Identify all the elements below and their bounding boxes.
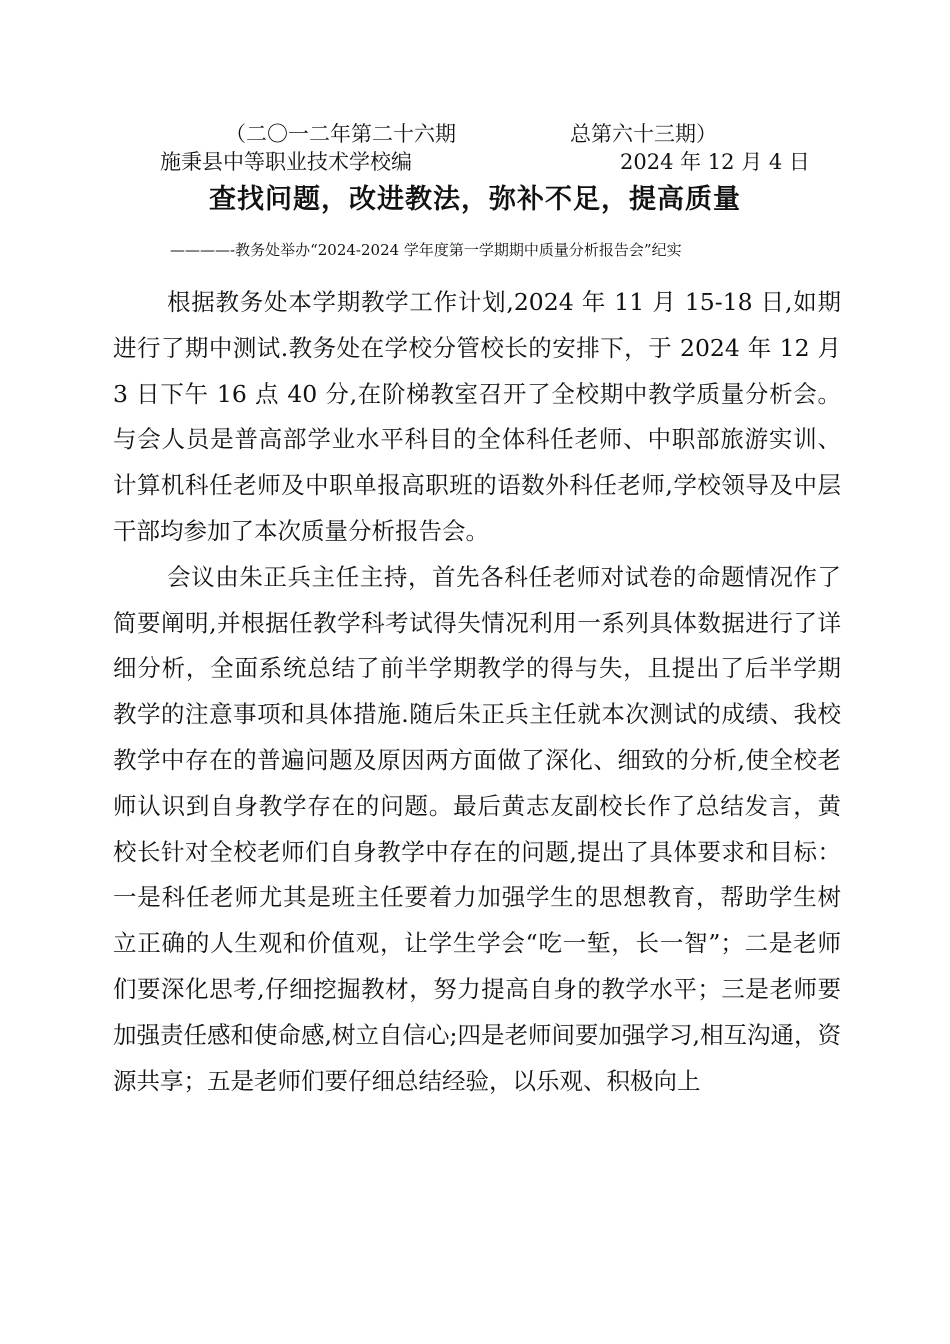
paragraph-1: 根据教务处本学期教学工作计划,2024 年 11 月 15-18 日,如期进行了期中测试.教务处在学校分管校长的安排下，于 2024 年 12 月 3 日下午 16 点 40 分,在阶梯教室召开了全校期中教学质量分析会。与会人员是普高部学业水平科目的全体科任老师、中职部旅游实训、计算机科任老师及中职单报高职班的语数外科任老师,学校领导及中层干部均参加了本次质量分析报告会。 (113, 288, 841, 545)
article-title: 查找问题，改进教法，弥补不足，提高质量 (209, 184, 741, 215)
paragraph-2: 会议由朱正兵主任主持，首先各科任老师对试卷的命题情况作了简要阐明,并根据任教学科考试得失情况利用一系列具体数据进行了详细分析，全面系统总结了前半学期教学的得与失，且提出了后半学期教学的注意事项和具体措施.随后朱正兵主任就本次测试的成绩、我校教学中存在的普遍问题及原因两方面做了深化、细致的分析,使全校老师认识到自身教学存在的问题。最后黄志友副校长作了总结发言，黄校长针对全校老师们自身教学中存在的问题,提出了具体要求和目标：一是科任老师尤其是班主任要着力加强学生的思想教育，帮助学生树立正确的人生观和价值观，让学生学会“吃一堑，长一智”；二是老师们要深化思考,仔细挖掘教材，努力提高自身的教学水平；三是老师要加强责任感和使命感,树立自信心;四是老师间要加强学习,相互沟通，资源共享；五是老师们要仔细总结经验，以乐观、积极向上 (113, 562, 841, 1095)
issue-number: （二〇一二年第二十六期 (225, 122, 456, 146)
publisher: 施秉县中等职业技术学校编 (160, 150, 412, 174)
article-body (113, 280, 841, 1104)
publish-date: 2024 年 12 月 4 日 (620, 150, 810, 174)
total-issue-number: 总第六十三期） (570, 122, 717, 146)
article-subtitle: ————-教务处举办“2024-2024 学年度第一学期期中质量分析报告会”纪实 (170, 241, 682, 259)
publisher-date-line (160, 148, 810, 176)
issue-number-line (225, 120, 745, 148)
